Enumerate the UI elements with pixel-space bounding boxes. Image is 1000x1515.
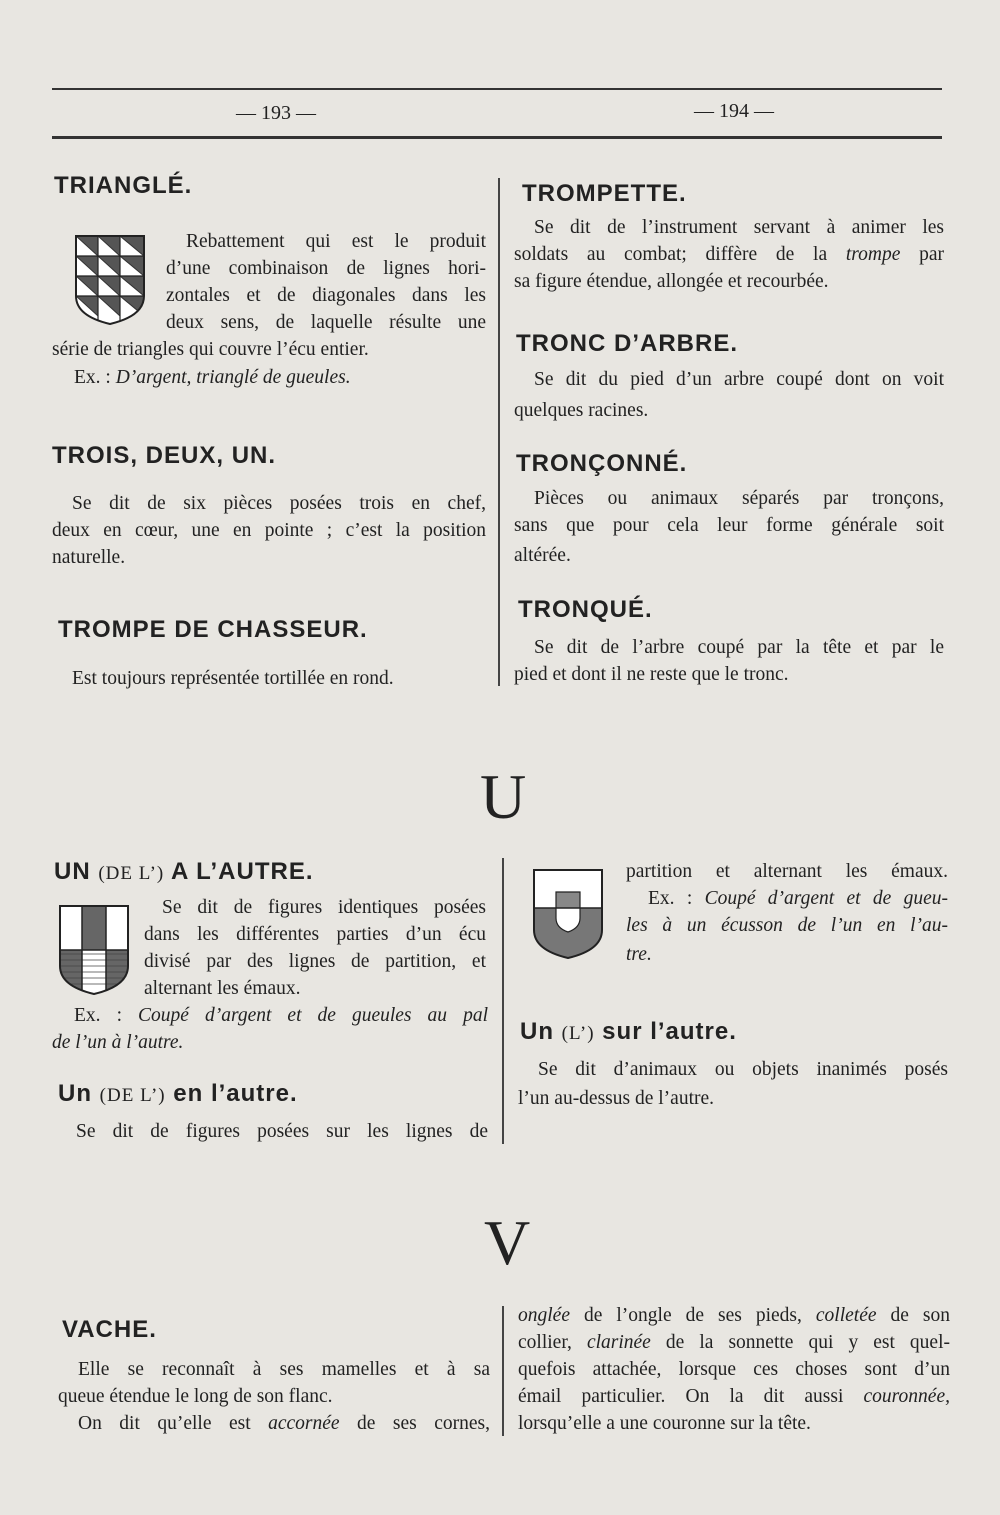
page-number-right: — 194 —	[694, 100, 774, 122]
triangle-line-3: zontales et de diagonales dans les	[166, 285, 486, 306]
entry-title-triangle: TRIANGLÉ.	[54, 172, 193, 199]
text-run: On dit qu’elle est	[78, 1413, 269, 1434]
text-run: de ses cornes,	[339, 1413, 490, 1434]
trompette-line-1: Se dit de l’instrument servant à animer les	[534, 217, 944, 238]
triangle-line-4: deux sens, de laquelle résulte une	[166, 312, 486, 333]
italic-run: accornée	[268, 1413, 340, 1434]
un-example-line-1	[74, 1002, 488, 1029]
un-example-line-2	[52, 1029, 482, 1056]
triangle-line-5: série de triangles qui couvre l’écu entier.	[52, 339, 369, 360]
cont-example-line-1	[648, 885, 948, 912]
trompe-line-1: Est toujours représentée tortillée en rond.	[72, 668, 394, 689]
en-line-1: Se dit de figures posées sur les lignes de	[76, 1121, 488, 1142]
entry-title-tronque: TRONQUÉ.	[518, 596, 653, 623]
tronc-line-1: Se dit du pied d’un arbre coupé dont on voit	[534, 369, 944, 390]
tronconne-line-3: altérée.	[514, 545, 571, 566]
title-smallcaps: (DE L’)	[98, 863, 165, 884]
example-text: tre.	[626, 944, 652, 965]
entry-title-trompe-de-chasseur: TROMPE DE CHASSEUR.	[58, 616, 368, 643]
trompette-line-2	[514, 241, 944, 268]
section-letter-v: V	[484, 1207, 531, 1278]
entry-title-trompette: TROMPETTE.	[522, 180, 687, 207]
italic-run: onglée	[518, 1305, 570, 1326]
sur-line-2: l’un au-dessus de l’autre.	[518, 1088, 715, 1109]
un-line-1: Se dit de figures identiques posées	[162, 897, 486, 918]
trois-line-3: naturelle.	[52, 547, 126, 568]
text-run: par	[900, 244, 944, 265]
example-prefix: Ex. :	[74, 1005, 139, 1026]
cont-line-1: partition et alternant les émaux.	[626, 861, 948, 882]
column-divider-u	[502, 858, 504, 1144]
inescutcheon-shield-icon	[532, 868, 604, 960]
title-run: A L’AUTRE.	[164, 858, 314, 885]
example-text: Coupé d’argent et de gueu-	[704, 888, 948, 909]
triangle-shield-icon	[74, 234, 146, 326]
title-smallcaps: (DE L’)	[99, 1085, 166, 1106]
example-text: les à un écusson de l’un en l’au-	[626, 915, 948, 936]
column-divider-v	[502, 1306, 504, 1436]
vache-cont-line-5: lorsqu’elle a une couronne sur la tête.	[518, 1413, 811, 1434]
tronque-line-1: Se dit de l’arbre coupé par la tête et par le	[534, 637, 944, 658]
title-smallcaps: (L’)	[561, 1023, 595, 1044]
cont-example-line-2	[626, 912, 948, 939]
title-run: Un	[520, 1018, 562, 1045]
trois-line-1: Se dit de six pièces posées trois en chef,	[72, 493, 486, 514]
example-text: Coupé d’argent et de gueules au pal	[138, 1005, 488, 1026]
tronc-line-2: quelques racines.	[514, 400, 649, 421]
title-run: UN	[54, 858, 99, 885]
entry-title-un-sur-l-autre	[520, 1018, 737, 1046]
header-top-rule	[52, 88, 942, 90]
text-run: de son	[876, 1305, 950, 1326]
entry-title-un-en-l-autre	[58, 1080, 298, 1108]
italic-run: colletée	[815, 1305, 877, 1326]
vache-line-2: queue étendue le long de son flanc.	[58, 1386, 333, 1407]
entry-title-tronconne: TRONÇONNÉ.	[516, 450, 688, 477]
example-text: de l’un à l’autre.	[52, 1032, 184, 1053]
un-line-3: divisé par des lignes de partition, et	[144, 951, 486, 972]
italic-run: clarinée	[586, 1332, 651, 1353]
tronque-line-2: pied et dont il ne reste que le tronc.	[514, 664, 789, 685]
triangle-line-2: d’une combinaison de lignes hori-	[166, 258, 486, 279]
vache-line-1: Elle se reconnaît à ses mamelles et à sa	[78, 1359, 490, 1380]
sur-line-1: Se dit d’animaux ou objets inanimés posés	[538, 1059, 948, 1080]
title-run: Un	[58, 1080, 100, 1107]
vache-cont-line-3: quefois attachée, lorsque ces choses sont d’un	[518, 1359, 950, 1380]
text-run: de l’ongle de ses pieds,	[569, 1305, 816, 1326]
example-prefix: Ex. :	[74, 367, 116, 388]
un-line-4: alternant les émaux.	[144, 978, 301, 999]
entry-title-vache: VACHE.	[62, 1316, 157, 1343]
triangle-line-1: Rebattement qui est le produit	[186, 231, 486, 252]
title-run: sur l’autre.	[594, 1018, 737, 1045]
tronconne-line-1: Pièces ou animaux séparés par tronçons,	[534, 488, 944, 509]
example-text: D’argent, trianglé de gueules.	[115, 367, 351, 388]
page-number-left: — 193 —	[236, 102, 316, 124]
example-prefix: Ex. :	[648, 888, 705, 909]
trois-line-2: deux en cœur, une en pointe ; c’est la position	[52, 520, 486, 541]
header-bottom-rule	[52, 136, 942, 139]
italic-run: couronnée,	[863, 1386, 950, 1407]
text-run: collier,	[518, 1332, 587, 1353]
section-letter-u: U	[480, 761, 527, 832]
counterchanged-shield-icon	[58, 904, 130, 996]
vache-cont-line-4	[518, 1383, 950, 1410]
text-run: émail particulier. On la dit aussi	[518, 1386, 864, 1407]
cont-example-line-3	[626, 941, 948, 968]
text-run: de la sonnette qui y est quel-	[650, 1332, 951, 1353]
vache-cont-line-2	[518, 1329, 950, 1356]
triangle-example	[74, 364, 494, 391]
italic-run: trompe	[845, 244, 901, 265]
vache-line-3	[78, 1410, 490, 1437]
entry-title-tronc-d-arbre: TRONC D’ARBRE.	[516, 330, 738, 357]
column-divider-top	[498, 178, 500, 686]
un-line-2: dans les différentes parties d’un écu	[144, 924, 486, 945]
entry-title-un-a-l-autre	[54, 858, 314, 886]
title-run: en l’autre.	[165, 1080, 298, 1107]
trompette-line-3: sa figure étendue, allongée et recourbée.	[514, 271, 829, 292]
entry-title-trois-deux-un: TROIS, DEUX, UN.	[52, 442, 277, 469]
vache-cont-line-1	[518, 1302, 950, 1329]
tronconne-line-2: sans que pour cela leur forme générale soit	[514, 515, 944, 536]
text-run: soldats au combat; diffère de la	[514, 244, 846, 265]
